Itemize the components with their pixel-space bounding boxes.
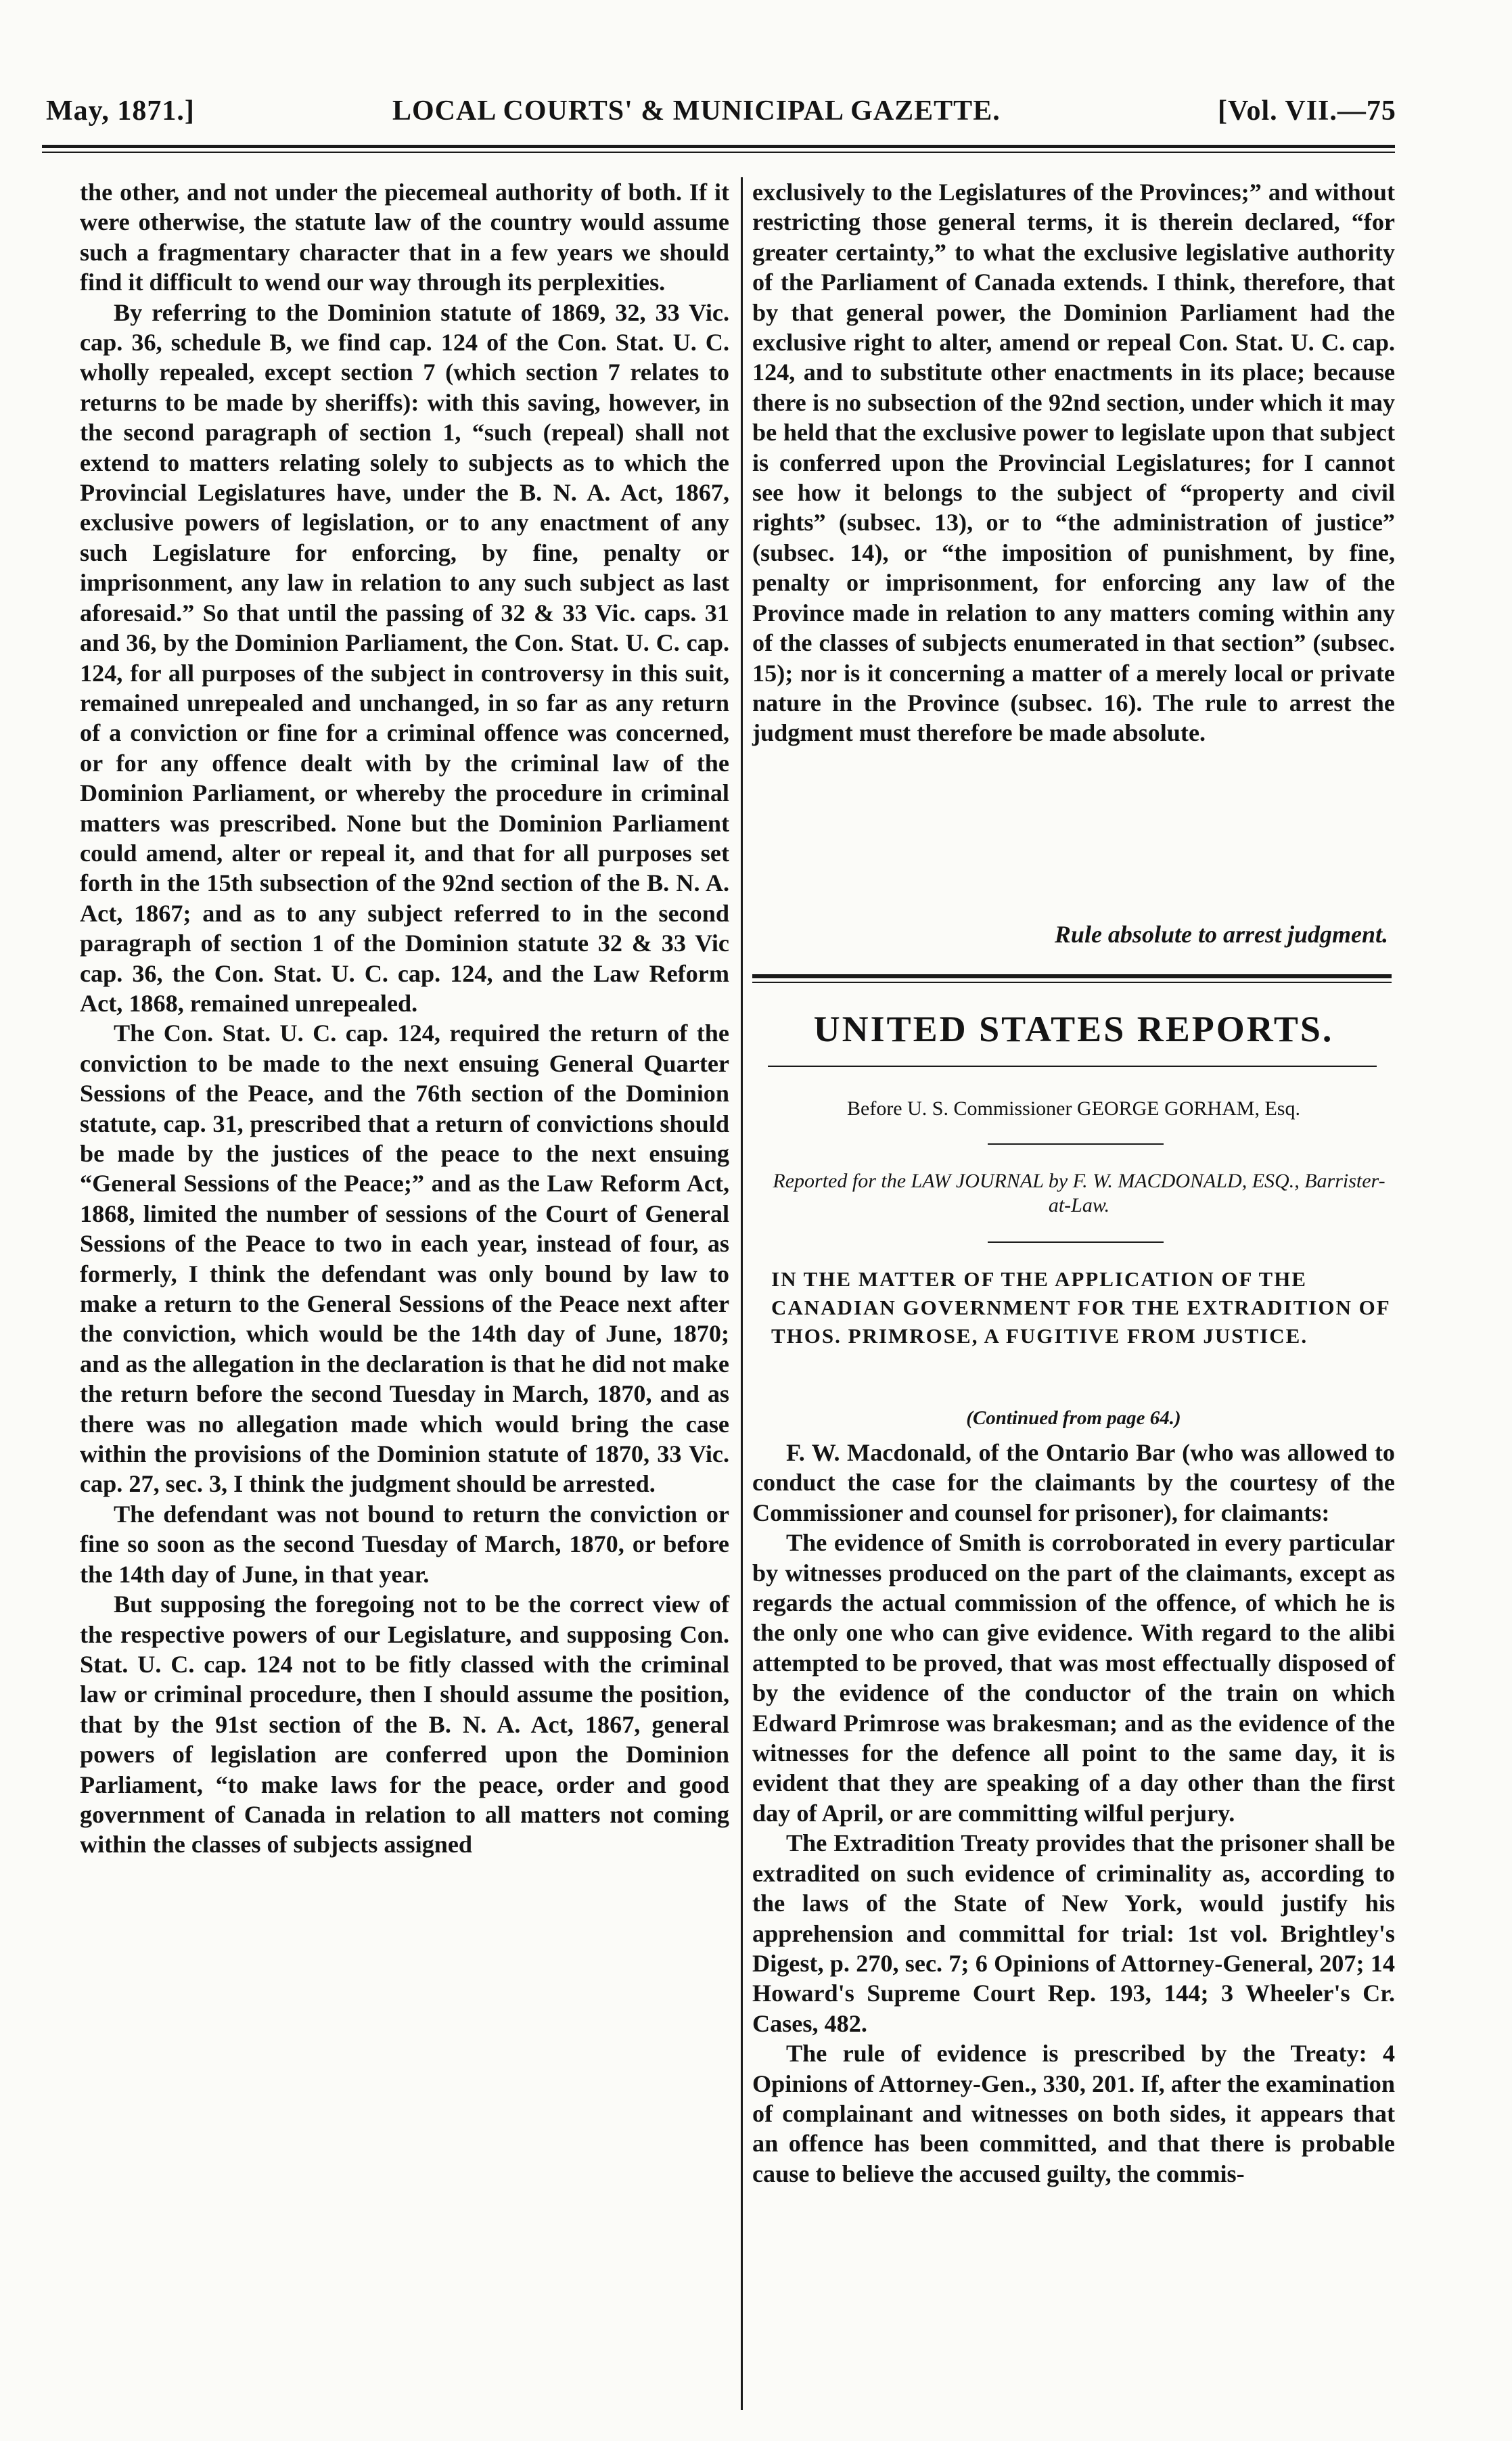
reported-by: Reported for the LAW JOURNAL by F. W. MACDONALD, ESQ., Barrister-at-Law.: [773, 1170, 1385, 1216]
header-rule-thick: [42, 145, 1395, 148]
left-column: [80, 177, 729, 1860]
reported-rule: [988, 1241, 1164, 1243]
section-rule-thin: [752, 982, 1392, 983]
before-commissioner: Before U. S. Commissioner GEORGE GORHAM, Esq.: [847, 1097, 1300, 1120]
section-title: UNITED STATES REPORTS.: [813, 1009, 1334, 1049]
right-top-text: [752, 177, 1395, 748]
left-paragraph: the other, and not under the piecemeal authority of both. If it were otherwise, the statute law of the country would assume such a fragmentary character that in a few years we should find it difficult to wend our way through its perplexities.: [80, 179, 729, 296]
right-body-paragraph: The evidence of Smith is corroborated in every particular by witnesses produced on the part of the claimants, except as regards the actual commission of the offence, of which he is the only one who can give evidence. With regard to the alibi attempted to be proved, that was most effectually disposed of by the evidence of the conductor of the train on which Edward Primrose was brakesman; and as the evidence of the witnesses for the defence all point to the same day, it is evident that they are speaking of a day other than the first day of April, or are committing wilful perjury.: [752, 1529, 1395, 1827]
header-volume: [Vol. VII.—75: [1218, 95, 1396, 127]
before-rule: [988, 1143, 1164, 1145]
left-paragraph: The defendant was not bound to return the conviction or fine so soon as the second Tuesday of March, 1870, or before the 14th day of June, in that year.: [80, 1500, 729, 1588]
page-header: [41, 95, 1394, 142]
right-body-paragraph: The Extradition Treaty provides that the prisoner shall be extradited on such evidence of criminality as, according to the laws of the State of New York, would justify his apprehension and committal for trial: 1st vol. Brightley's Digest, p. 270, sec. 7; 6 Opinions of Attorney-General, 207; 14 Howard's Supreme Court Rep. 193, 144; 3 Wheeler's Cr. Cases, 482.: [752, 1829, 1395, 2037]
right-body-paragraph: The rule of evidence is prescribed by the Treaty: 4 Opinions of Attorney-Gen., 330, 201. If, after the examination of complainant and witnesses on both sides, it appears that an offence has been committed, and that there is probable cause to believe the accused guilty, the commis-: [752, 2040, 1395, 2187]
right-body: [752, 1438, 1395, 2189]
title-underline: [768, 1066, 1377, 1067]
section-rule-thick: [752, 974, 1392, 978]
right-top-paragraph: exclusively to the Legislatures of the Provinces;” and without restricting those general terms, it is therein declared, “for greater certainty,” to what the exclusive legislative authority of the Parliament of Canada extends. I think, therefore, that by that general power, the Dominion Parliament had the exclusive right to alter, amend or repeal Con. Stat. U. C. cap. 124, and to substitute other enactments in its place; because there is no subsection of the 92nd section, under which it may be held that the exclusive power to legislate upon that subject is conferred upon the Provincial Legislatures; for I cannot see how it belongs to the subject of “property and civil rights” (subsec. 13), or to “the administration of justice” (subsec. 14), or “the imposition of punishment, by fine, penalty or imprisonment, for enforcing any law of the Province made in relation to any matters coming within any of the classes of subjects enumerated in that section” (subsec. 15); nor is it concerning a matter of a merely local or private nature in the Province (subsec. 16). The rule to arrest the judgment must therefore be made absolute.: [752, 179, 1395, 747]
left-paragraph: The Con. Stat. U. C. cap. 124, required the return of the conviction to be made to the next ensuing General Quarter Sessions of the Peace, and the 76th section of the Dominion statute, cap. 31, prescribed that a return of convictions should be made by the justices of the peace to the next ensuing “General Sessions of the Peace;” and as the Law Reform Act, 1868, limited the number of sessions of the Court of General Sessions of the Peace to two in each year, instead of four, as formerly, I think the defendant was only bound by law to make a return to the General Sessions of the Peace next after the conviction, which would be the 14th day of June, 1870; and as the allegation in the declaration is that he did not make the return before the second Tuesday in March, 1870, and as there was no allegation made which would bring the case within the provisions of the Dominion statute of 1870, 33 Vic. cap. 27, sec. 3, I think the judgment should be arrested.: [80, 1020, 729, 1498]
case-heading: IN THE MATTER OF THE APPLICATION OF THE CANADIAN GOVERNMENT FOR THE EXTRADITION OF THOS. PRIMROSE, A FUGITIVE FROM JUSTICE.: [771, 1267, 1390, 1348]
left-paragraph: By referring to the Dominion statute of 1869, 32, 33 Vic. cap. 36, schedule B, we find cap. 124 of the Con. Stat. U. C. wholly repealed, except section 7 (which section 7 relates to returns to be made by sheriffs): with this saving, however, in the second paragraph of section 1, “such (repeal) shall not extend to matters relating solely to subjects as to which the Provincial Legislatures have, under the B. N. A. Act, 1867, exclusive powers of legislation, or to any enactment of any such Legislature for enforcing, by fine, penalty or imprisonment, any law in relation to any such subject as last aforesaid.” So that until the passing of 32 & 33 Vic. caps. 31 and 36, by the Dominion Parliament, the Con. Stat. U. C. cap. 124, for all purposes of the subject in controversy in this suit, remained unrepealed and unchanged, in so far as any return of a conviction or fine for a criminal offence was concerned, or for any offence dealt with by the criminal law of the Dominion Parliament, or whereby the procedure in criminal matters was prescribed. None but the Dominion Parliament could amend, alter or repeal it, and that for all purposes set forth in the 15th subsection of the 92nd section of the B. N. A. Act, 1867; and as to any subject referred to in the second paragraph of section 1 of the Dominion statute 32 & 33 Vic cap. 36, the Con. Stat. U. C. cap. 124, and the Law Reform Act, 1868, remained unrepealed.: [80, 298, 729, 1017]
continued-note: (Continued from page 64.): [966, 1407, 1181, 1429]
right-body-paragraph: F. W. Macdonald, of the Ontario Bar (who was allowed to conduct the case for the claimants by the courtesy of the Commissioner and counsel for prisoner), for claimants:: [752, 1439, 1395, 1526]
left-paragraph: But supposing the foregoing not to be the correct view of the respective powers of our Legislature, and supposing Con. Stat. U. C. cap. 124 not to be fitly classed with the criminal law or criminal procedure, then I should assume the position, that by the 91st section of the B. N. A. Act, 1867, general powers of legislation are conferred upon the Dominion Parliament, “to make laws for the peace, order and good government of Canada in relation to all matters not coming within the classes of subjects assigned: [80, 1591, 729, 1858]
rule-absolute-line: Rule absolute to arrest judgment.: [1054, 921, 1388, 948]
header-rule-thin: [42, 152, 1395, 153]
header-date: May, 1871.]: [46, 95, 195, 127]
column-divider: [741, 177, 743, 2410]
header-title: LOCAL COURTS' & MUNICIPAL GAZETTE.: [392, 95, 1001, 127]
